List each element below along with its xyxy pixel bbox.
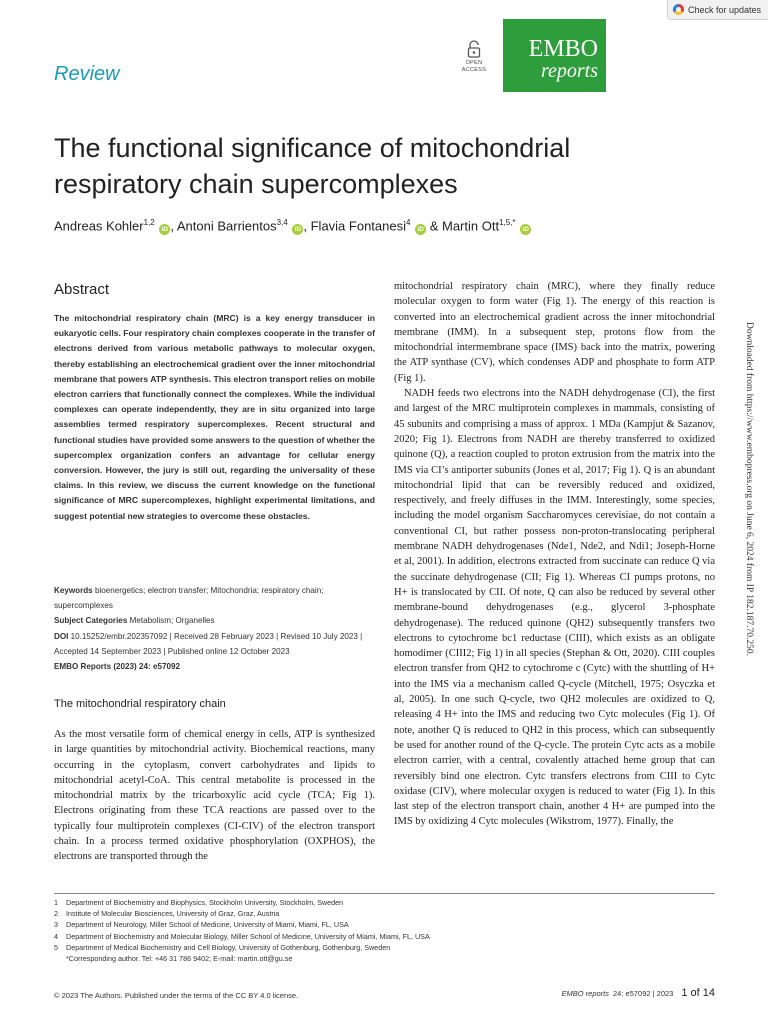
check-for-updates-label: Check for updates (688, 4, 762, 15)
keywords-value: bioenergetics; electron transfer; Mitochondria; respiratory chain; supercomplexes (54, 586, 324, 611)
journal-logo (503, 19, 606, 92)
orcid-icon[interactable]: iD (159, 224, 170, 235)
author-name: Martin Ott (441, 218, 500, 234)
footnote-item: 1 Department of Biochemistry and Biophysics, Stockholm University, Stockholm, Sweden (54, 898, 344, 907)
article-title: The functional significance of mitochondrial respiratory chain supercomplexes (54, 133, 571, 199)
author-separator: , (303, 218, 311, 234)
author-separator: & (426, 218, 442, 234)
open-access-label: OPEN ACCESS (461, 60, 487, 73)
author-affiliation: 1,5,* (499, 218, 516, 227)
download-note: Downloaded from https://www.embopress.org on June 6, 2024 from IP 182.187.70.250. (744, 322, 754, 656)
subject-line (54, 613, 375, 628)
author-name: Flavia Fontanesi (310, 218, 406, 234)
body-paragraph: NADH feeds two electrons into the NADH dehydrogenase (CI), the first and largest of the MRC multiprotein complexes in mammals, consisting of 45 subunits and comprising a mass of approx. 1 MDa (Kampjut & Sazanov, 2020; Fig 1). Electrons from NADH are thereby transferred to oxidized quinone (Q), a reaction coupled to proton extrusion from the matrix into the IMS via CI’s antiporter subunits (Jones et al, 2017; Fig 1). Q is an abundant mitochondrial lipid that can be reversibly reduced and oxidized, respectively, and freely diffuses in the IMM. Interestingly, some species, including the model organism Saccharomyces cerevisiae, do not contain a conventional CI, but rather possess non-proton-translocating peripheral membrane NADH dehydrogenases (Nde1, Nde2, and Ndi1; Joseph-Horne et al, 2001). In addition, electrons extracted from succinate can reduce Q via the succinate dehydrogenase (CII; Fig 1). Whereas CI pumps protons, no H+ is translocated by CII. Of note, Q can also be reduced by several other membrane-bound dehydrogenases (e.g., glycerol 3-phosphate dehydrogenase). The reduced quinone (QH2) subsequently transfers two electrons to cytochrome bc1 reductase (CIII), which exists as an obligate homodimer (CIII2; Fig 1) in all species (Stephan & Ott, 2020). CIII couples electron transfer from QH2 to cytochrome c (Cytc) with the shuttling of H+ into the IMS via a mechanism called Q-cycle (Mitchell, 1975; Osyczka et al, 2005). In one such Q-cycle, two QH2 molecules are oxidized to Q, releasing 4 H+ into the IMS and reducing two Cytc molecules (Fig 1). Of note, another Q is reduced to QH2 in this process, which can subsequently be used for another round of the Q-cycle. The protein Cytc acts as a mobile electron carrier, with a central, covalently attached heme group that can reversibly bind one electron. Cytc transfers electrons from CIII to Cytc oxidase (CIV), where molecular oxygen is reduced to water (Fig 1). In this last step of the electron transport chain, another 4 H+ are pumped into the IMS by oxidizing 4 Cytc molecules (Wikstrom, 1977). Finally, the (394, 388, 715, 828)
footnote-item: 4 Department of Biochemistry and Molecular Biology, Miller School of Medicine, University of Miami, Miami, FL, USA (54, 931, 430, 941)
abstract-text: The mitochondrial respiratory chain (MRC) is a key energy transducer in eukaryotic cells. Four respiratory chain complexes cooperate in the transfer of electrons derived from various metabolic pathways to molecular oxygen, thereby establishing an electrochemical gradient over the inner mitochondrial membrane that powers ATP synthesis. This electron transport relies on mobile electron carriers that functionally connect the complexes. While the individual complexes can operate independently, they are in situ organized into large assemblies termed respiratory supercomplexes. Recent structural and functional studies have provided some answers to the question of whether the supercomplex organization confers an advantage for cellular energy conversion. However, the jury is still out, regarding the universality of these claims. In this review, we discuss the current knowledge on the functional significance of MRC supercomplexes, highlight experimental limitations, and suggest potential new strategies to overcome these obstacles. (54, 313, 375, 521)
author-affiliation: 4 (406, 218, 411, 227)
footnote-item: 5 Department of Medical Biochemistry and Cell Biology, University of Gothenburg, Gothenburg, Sweden (54, 942, 391, 952)
author-list (54, 218, 531, 235)
doi-line (54, 629, 375, 659)
abstract-heading: Abstract (54, 281, 110, 298)
doi-label: DOI (54, 631, 69, 641)
author-affiliation: 1,2 (143, 218, 155, 227)
orcid-icon[interactable]: iD (415, 224, 426, 235)
keywords-line (54, 583, 375, 613)
author-name: Andreas Kohler (54, 218, 144, 234)
affiliation-footnotes (54, 897, 715, 964)
body-paragraph: mitochondrial respiratory chain (MRC), where they finally reduce molecular oxygen to form water (Fig 1). The energy of this reaction is converted into an electrochemical gradient across the inner mitochondrial membrane (IMM). In a subsequent step, protons flow from the mitochondrial intermembrane space (IMS) back into the matrix, powering the ATP synthase (CV), which condenses ADP and phosphate to form ATP (Fig 1). (394, 281, 715, 384)
doi-value[interactable]: 10.15252/embr.202357092 | Received 28 February 2023 | Revised 10 July 2023 | Accepted 14 September 2023 | Published online 12 October 2023 (54, 631, 363, 656)
intro-paragraph: As the most versatile form of chemical energy in cells, ATP is synthesized in large quantities by mitochondrial activity. Biochemical reactions, many occurring in the cytoplasm, convert carbohydrates and lipids to mitochondrial acetyl-CoA. This central metabolite is processed in the mitochondrial matrix by the tricarboxylic acid cycle (TCA; Fig 1). Electrons originating from these TCA reactions are passed over to the typically four multiprotein complexes (CI-CIV) of the electron transport chain. In a process termed oxidative phosphorylation (OXPHOS), the electrons are transported through the (54, 729, 375, 862)
corresponding-author: *Corresponding author. Tel: +46 31 786 9402; E-mail: martin.ott@gu.se (66, 954, 293, 964)
subject-value: Metabolism; Organelles (129, 616, 215, 626)
keywords-label: Keywords (54, 586, 93, 595)
check-for-updates-button[interactable] (667, 0, 768, 20)
citation-line: EMBO Reports (2023) 24: e57092 (54, 662, 180, 672)
article-metadata (54, 583, 375, 674)
section-label: Review (54, 63, 120, 85)
footer-journal: EMBO reports (561, 989, 610, 998)
footer-issue: 24: e57092 | 2023 (613, 989, 674, 998)
author-name: Antoni Barrientos (176, 218, 277, 234)
footnote-item: 3 Department of Neurology, Miller School of Medicine, University of Miami, Miami, FL, USA (54, 920, 349, 930)
orcid-icon[interactable]: iD (292, 224, 303, 235)
author-affiliation: 3,4 (276, 218, 288, 227)
footnote-divider (54, 893, 715, 894)
right-column (394, 279, 715, 830)
open-access-badge (458, 40, 490, 74)
orcid-icon[interactable]: iD (520, 224, 531, 235)
subject-label: Subject Categories (54, 616, 128, 626)
section-heading: The mitochondrial respiratory chain (54, 698, 226, 710)
license-footer: © 2023 The Authors. Published under the terms of the CC BY 4.0 license. (54, 991, 299, 1000)
page-footer (562, 987, 716, 999)
journal-logo-name: EMBO (528, 36, 598, 62)
footnote-item: 2 Institute of Molecular Biosciences, University of Graz, Graz, Austria (54, 909, 280, 919)
author-separator: , (170, 218, 177, 234)
open-lock-icon (467, 40, 481, 58)
crossmark-icon (673, 4, 684, 15)
page-number: 1 of 14 (681, 987, 715, 999)
journal-logo-sub: reports (540, 60, 598, 82)
